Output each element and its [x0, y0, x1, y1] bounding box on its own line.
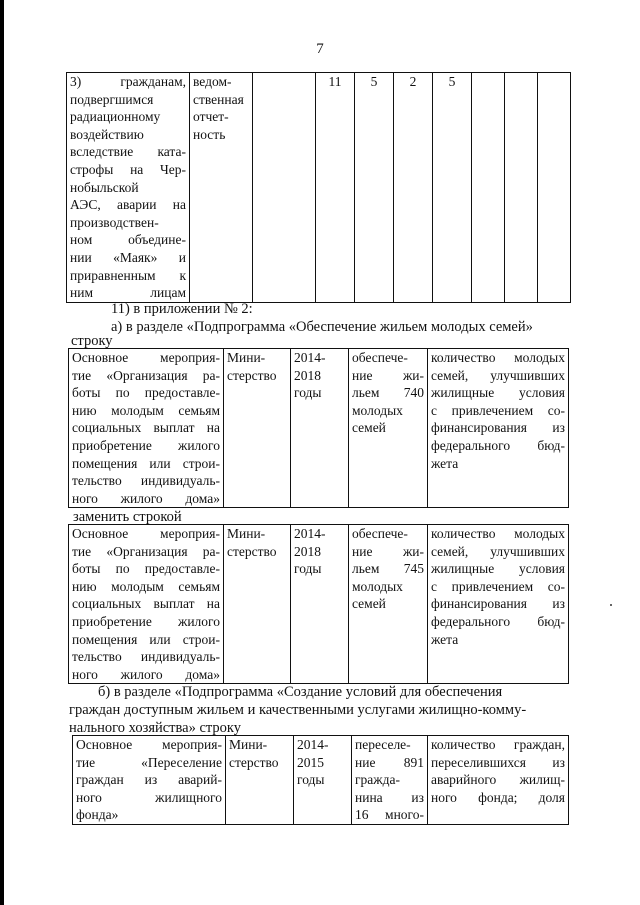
period-cell: 2014- 2018 годы	[291, 525, 349, 684]
activity-cell: Основное мероприя- тие «Переселение граждан из аварий- ного жилищного фонда»	[73, 736, 226, 825]
indicator-cell: количество молодых семей, улучшивших жилищные условия с привлечением со- финансирования из федерального бюд- жета	[428, 525, 569, 684]
executor-cell: Мини- стерство	[224, 525, 291, 684]
table-row	[69, 525, 569, 684]
period-cell: 2014- 2018 годы	[291, 349, 349, 508]
value-cell: 11	[316, 73, 355, 303]
activity-cell: Основное мероприя- тие «Организация ра- боты по предоставле- нию молодым семьям социальных выплат на приобретение жилого помещения или строи- тельство индивидуаль- ного жилого дома»	[69, 525, 224, 684]
table-row	[67, 73, 571, 303]
recipients-cell: 3) гражданам, подвергшимся радиационному воздействию вследствие ката- строфы на Чер- нобыльской АЭС, аварии на производствен- ном объедине- нии «Маяк» и приравненным к ним лицам	[67, 73, 190, 303]
value-cell: 5	[355, 73, 394, 303]
activity-cell: Основное мероприя- тие «Организация ра- боты по предоставле- нию молодым семьям социальных выплат на приобретение жилого помещения или строи- тельство индивидуаль- ного жилого дома»	[69, 349, 224, 508]
result-cell: обеспече- ние жи- льем 740 молодых семей	[349, 349, 428, 508]
result-cell: переселе- ние 891 гражда- нина из 16 много-	[352, 736, 428, 825]
item-b: б) в разделе «Подпрограмма «Создание условий для обеспечения граждан доступным жильем и качественными услугами жилищно-комму- нального хозяйства» строку	[69, 684, 527, 736]
value-cell: 2	[394, 73, 433, 303]
indicator-cell: количество граждан, переселившихся из аварийного жилищ- ного фонда; доля	[428, 736, 569, 825]
replace-label: заменить строкой	[73, 509, 182, 525]
item-a: а) в разделе «Подпрограмма «Обеспечение жильем молодых семей»	[111, 319, 533, 335]
table-row-b	[72, 735, 569, 825]
table-row-new	[68, 524, 569, 684]
stroku-label: строку	[71, 333, 113, 349]
value-cell	[472, 73, 505, 303]
table-row	[73, 736, 569, 825]
value-cell: 5	[433, 73, 472, 303]
executor-cell: Мини- стерство	[224, 349, 291, 508]
source-cell: ведом- ственная отчет- ность	[190, 73, 253, 303]
executor-cell: Мини- стерство	[226, 736, 294, 825]
page-number: 7	[316, 41, 324, 57]
item-11: 11) в приложении № 2:	[111, 301, 253, 317]
scan-speck	[610, 604, 612, 606]
period-cell: 2014- 2015 годы	[294, 736, 352, 825]
table-row	[69, 349, 569, 508]
table-indicators-continued	[66, 72, 571, 303]
page-edge	[0, 0, 4, 905]
result-cell: обеспече- ние жи- льем 745 молодых семей	[349, 525, 428, 684]
value-cell	[505, 73, 538, 303]
value-cell	[253, 73, 316, 303]
value-cell	[538, 73, 571, 303]
table-row-old	[68, 348, 569, 508]
indicator-cell: количество молодых семей, улучшивших жилищные условия с привлечением со- финансирования из федерального бюд- жета	[428, 349, 569, 508]
